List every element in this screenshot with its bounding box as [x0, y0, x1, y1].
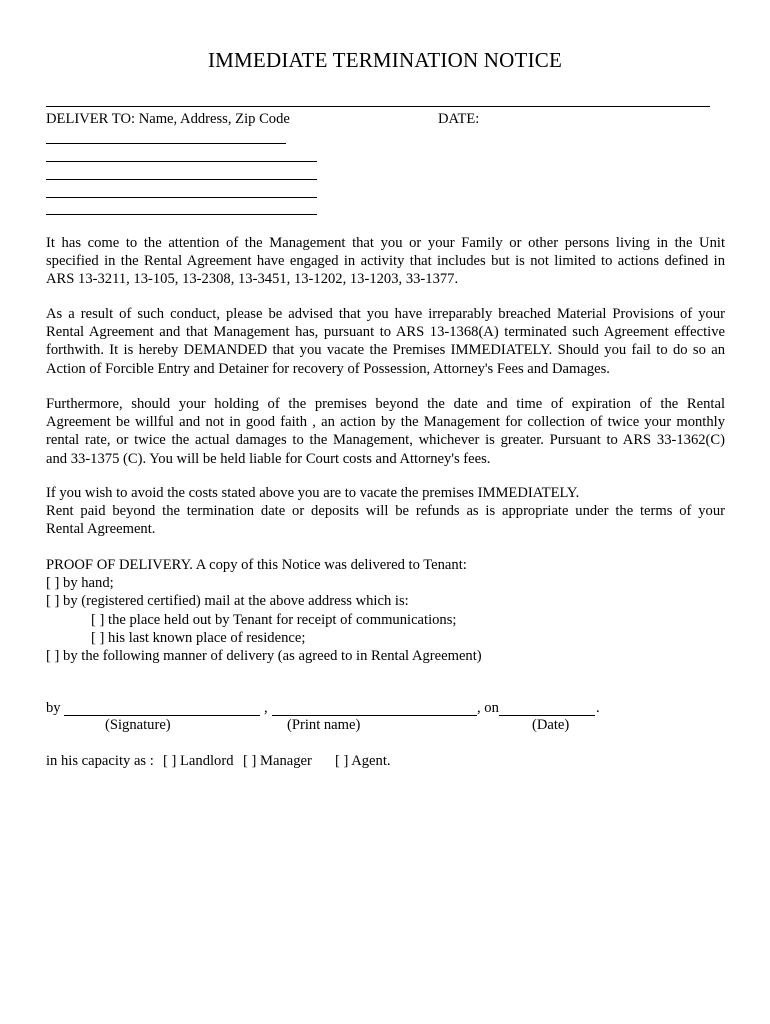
proof-heading: PROOF OF DELIVERY. A copy of this Notice was delivered to Tenant: [46, 557, 467, 573]
paragraph-line: Furthermore, should your holding of the premises beyond the date and time of expiration of the Rental [46, 396, 725, 412]
checkbox-last-known[interactable]: [ ] his last known place of residence; [91, 629, 306, 646]
paragraph-line: rental rate, or twice the actual damages to the Management, whichever is greater. Pursuant to ARS 33-1362(C) [46, 432, 725, 449]
date-caption: (Date) [532, 717, 570, 733]
paragraph-breach [46, 305, 725, 378]
page-title: IMMEDIATE TERMINATION NOTICE [207, 48, 562, 72]
address-line-4[interactable] [46, 197, 317, 198]
paragraph-line: Rental Agreement. [46, 521, 156, 538]
signature-caption: (Signature) [105, 717, 171, 733]
header-rule [46, 106, 710, 107]
checkbox-other-manner[interactable]: [ ] by the following manner of delivery (as agreed to in Rental Agreement) [46, 648, 482, 665]
checkbox-place-held[interactable]: [ ] the place held out by Tenant for receipt of communications; [91, 611, 457, 628]
paragraph-line: If you wish to avoid the costs stated above you are to vacate the premises IMMEDIATELY. [46, 485, 580, 501]
paragraph-line: forthwith. It is hereby DEMANDED that you vacate the Premises IMMEDIATELY. Should you fail to do so an [46, 342, 725, 359]
deliver-to-label: DELIVER TO: Name, Address, Zip Code [46, 111, 290, 127]
paragraph-avoid-costs [46, 484, 725, 539]
paragraph-line: It has come to the attention of the Management that you or your Family or other persons living in the Unit [46, 235, 725, 251]
on-label: , on [477, 700, 499, 716]
paragraph-line: Rent paid beyond the termination date or deposits will be refunds as is appropriate under the terms of your [46, 503, 725, 520]
by-label: by [46, 700, 61, 716]
print-name-caption: (Print name) [287, 717, 361, 733]
paragraph-line: and 33-1375 (C). You will be held liable for Court costs and Attorney's fees. [46, 450, 491, 467]
checkbox-agent[interactable]: [ ] Agent. [335, 753, 391, 769]
checkbox-manager[interactable]: [ ] Manager [243, 753, 312, 769]
address-line-5[interactable] [46, 214, 317, 215]
checkbox-by-mail[interactable]: [ ] by (registered certified) mail at the above address which is: [46, 593, 409, 610]
checkbox-landlord[interactable]: [ ] Landlord [163, 753, 234, 769]
paragraph-holdover [46, 395, 725, 468]
paragraph-line: specified in the Rental Agreement have engaged in activity that includes but is not limited to actions defined in [46, 253, 725, 270]
capacity-label: in his capacity as : [46, 753, 154, 769]
paragraph-attention [46, 234, 725, 289]
address-line-2[interactable] [46, 161, 317, 162]
paragraph-line: Agreement be willful and not in good faith , an action by the Management for collection of twice your monthly [46, 414, 725, 431]
date-label: DATE: [438, 111, 480, 127]
paragraph-line: Rental Agreement and that Management has, pursuant to ARS 13-1368(A) terminated such Agreement effective [46, 324, 725, 341]
checkbox-by-hand[interactable]: [ ] by hand; [46, 575, 114, 592]
proof-of-delivery [46, 556, 482, 665]
address-line-1[interactable] [46, 143, 286, 144]
address-line-3[interactable] [46, 179, 317, 180]
paragraph-line: ARS 13-3211, 13-105, 13-2308, 13-3451, 13-1202, 13-1203, 33-1377. [46, 271, 459, 288]
period: . [596, 700, 600, 716]
comma-separator: , [264, 700, 268, 716]
paragraph-line: As a result of such conduct, please be advised that you have irreparably breached Material Provisions of your [46, 306, 725, 322]
paragraph-line: Action of Forcible Entry and Detainer for recovery of Possession, Attorney's Fees and Damages. [46, 360, 610, 377]
